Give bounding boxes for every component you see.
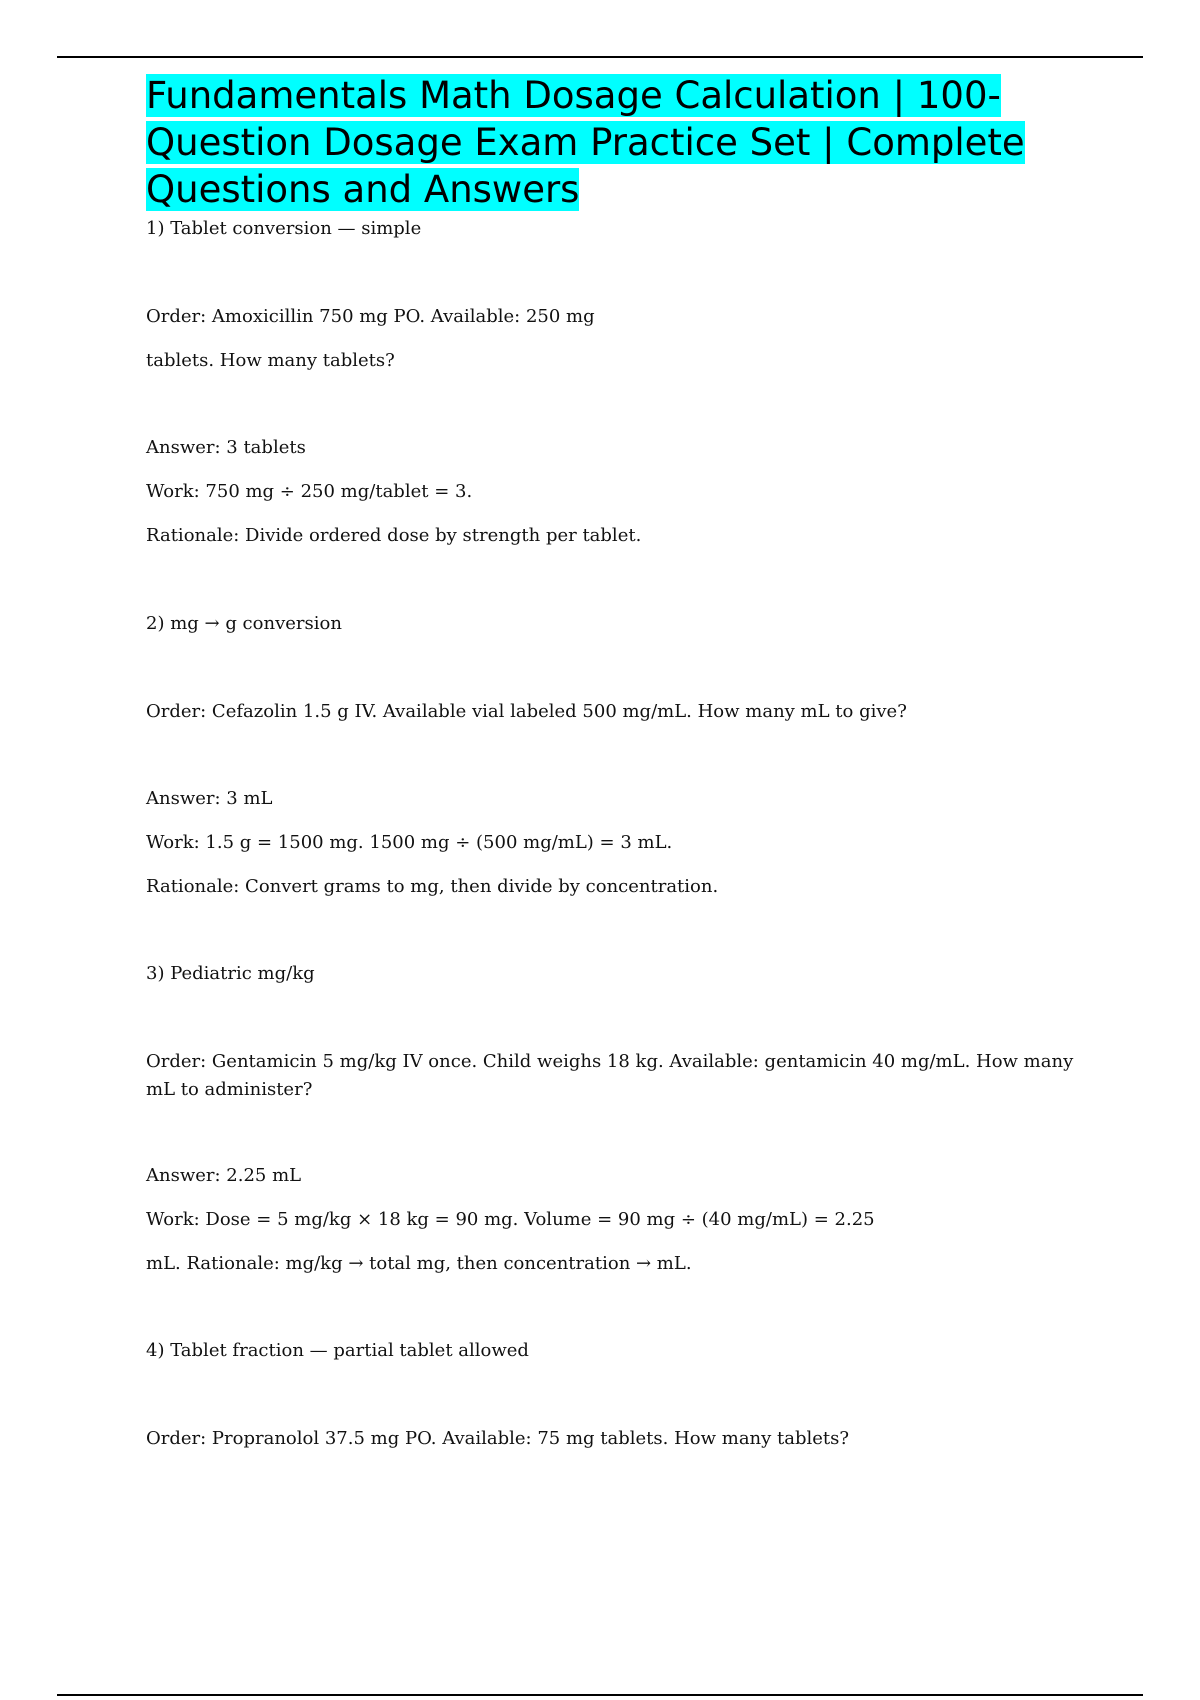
q1-work: Work: 750 mg ÷ 250 mg/tablet = 3. — [146, 481, 473, 502]
q1-heading: 1) Tablet conversion — simple — [146, 218, 422, 239]
q3-heading: 3) Pediatric mg/kg — [146, 963, 315, 984]
q1-answer: Answer: 3 tablets — [146, 437, 306, 458]
document-body — [146, 72, 1076, 1453]
document-title — [146, 72, 1076, 213]
title-highlight: Fundamentals Math Dosage Calculation | 100-Question Dosage Exam Practice Set | Complete Questions and Answers — [146, 74, 1025, 211]
q4-order: Order: Propranolol 37.5 mg PO. Available: 75 mg tablets. How many tablets? — [146, 1428, 850, 1449]
q3-work-line1: Work: Dose = 5 mg/kg × 18 kg = 90 mg. Volume = 90 mg ÷ (40 mg/mL) = 2.25 — [146, 1209, 875, 1230]
q2-order: Order: Cefazolin 1.5 g IV. Available vial labeled 500 mg/mL. How many mL to give? — [146, 701, 907, 722]
q2-answer: Answer: 3 mL — [146, 788, 273, 809]
q3-order: Order: Gentamicin 5 mg/kg IV once. Child weighs 18 kg. Available: gentamicin 40 mg/mL. How many mL to administer? — [146, 1051, 1074, 1100]
q2-heading: 2) mg → g conversion — [146, 613, 342, 634]
q3-work-line2: mL. Rationale: mg/kg → total mg, then concentration → mL. — [146, 1253, 692, 1274]
q3-answer: Answer: 2.25 mL — [146, 1165, 302, 1186]
q2-rationale: Rationale: Convert grams to mg, then divide by concentration. — [146, 876, 719, 897]
q1-order-line1: Order: Amoxicillin 750 mg PO. Available: 250 mg — [146, 306, 595, 327]
q4-heading: 4) Tablet fraction — partial tablet allowed — [146, 1340, 529, 1361]
q1-rationale: Rationale: Divide ordered dose by strength per tablet. — [146, 525, 642, 546]
top-rule — [57, 56, 1143, 58]
q2-work: Work: 1.5 g = 1500 mg. 1500 mg ÷ (500 mg/mL) = 3 mL. — [146, 832, 673, 853]
bottom-rule — [57, 1694, 1143, 1696]
q1-order-line2: tablets. How many tablets? — [146, 350, 395, 371]
